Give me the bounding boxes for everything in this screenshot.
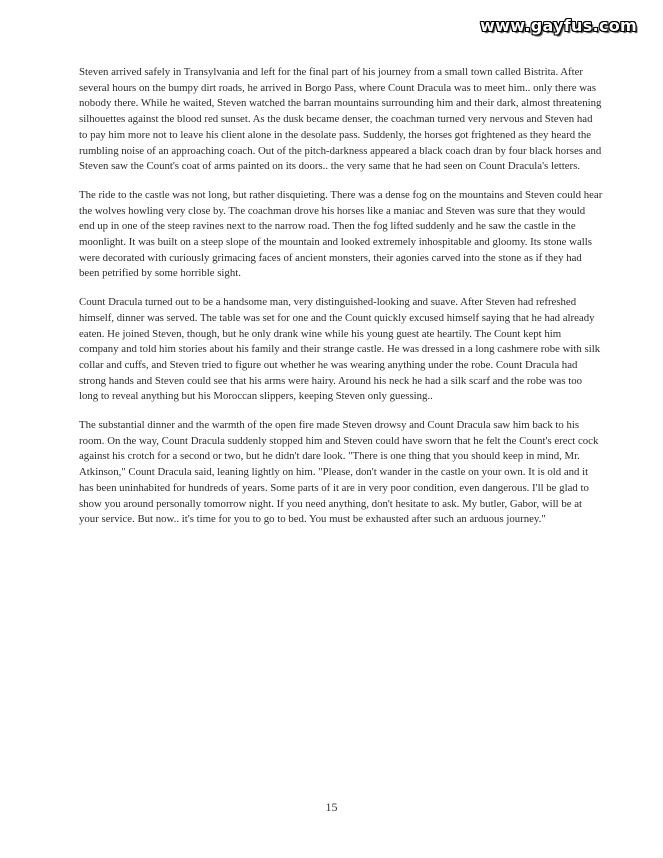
- paragraph-2: The ride to the castle was not long, but rather disquieting. There was a dense fog on the mountains and Steven could hear the wolves howling very close by. The coachman drove his horses like a maniac and Steven was sure that they would end up in one of the steep ravines next to the narrow road. Then the fog lifted suddenly and he saw the castle in the moonlight. It was built on a steep slope of the mountain and looked extremely inhospitable and gloomy. Its stone walls were decorated with curiously grimacing faces of ancient monsters, their agonies carved into the stone as if they had been petrified by some horrible sight.: [79, 188, 603, 280]
- paragraph-1: Steven arrived safely in Transylvania and left for the final part of his journey from a small town called Bistrita. After several hours on the bumpy dirt roads, he arrived in Borgo Pass, where Count Dracula was to meet him.. only there was nobody there. While he waited, Steven watched the barran mountains surrounding him and their dark, almost threatening silhouettes against the blood red sunset. As the dusk became denser, the coachman turned very nervous and Steven had to pay him more not to leave his client alone in the desolate pass. Suddenly, the horses got frightened as they heard the rumbling noise of an approaching coach. Out of the pitch-darkness appeared a black coach dran by four black horses and Steven saw the Count's coat of arms painted on its doors.. the very same that he had seen on Count Dracula's letters.: [79, 66, 602, 173]
- paragraph-4: The substantial dinner and the warmth of the open fire made Steven drowsy and Count Dracula saw him back to his room. On the way, Count Dracula suddenly stopped him and Steven could have sworn that he felt the Count's erect cock against his crotch for a second or two, but he didn't dare look. "There is one thing that you should keep in mind, Mr. Atkinson," Count Dracula said, leaning lightly on him. "Please, don't wander in the castle on your own. It is old and it has been uninhabited for hundreds of years. Some parts of it are in very poor condition, even dangerous. I'll be glad to show you around personally tomorrow night. If you need anything, don't hesitate to ask. My butler, Gabor, will be at your service. But now.. it's time for you to go to bed. You must be exhausted after such an arduous journey.": [79, 419, 599, 526]
- site-watermark: www.gayfus.com: [480, 16, 637, 35]
- page-number: 15: [325, 800, 338, 814]
- page-body: [79, 65, 603, 541]
- paragraph-3: Count Dracula turned out to be a handsome man, very distinguished-looking and suave. After Steven had refreshed himself, dinner was served. The table was set for one and the Count quickly excused himself saying that he had already eaten. He joined Steven, though, but he only drank wine while his young guest ate heartily. The Count kept him company and told him stories about his family and their strange castle. He was dressed in a long cashmere robe with silk collar and cuffs, and Steven tried to figure out whether he was wearing anything under the robe. Count Dracula had strong hands and Steven could see that his arms were hairy. Around his neck he had a silk scarf and the robe was too long to reveal anything but his Moroccan slippers, keeping Steven only guessing..: [79, 296, 601, 403]
